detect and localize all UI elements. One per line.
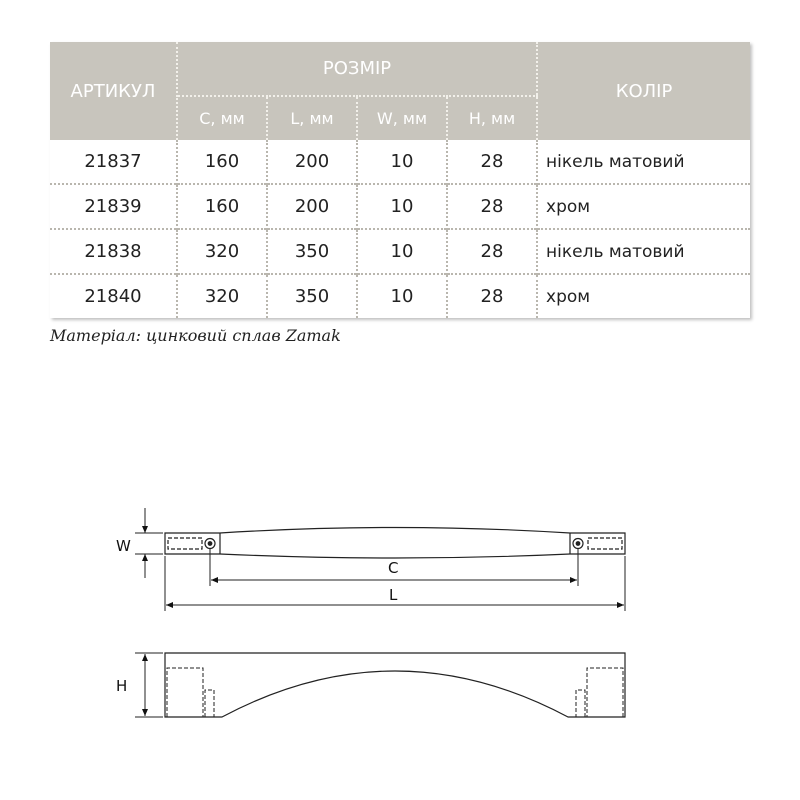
article-cell: 21839 <box>50 184 177 229</box>
table-row <box>50 184 750 229</box>
side-view <box>165 653 625 717</box>
table-row <box>50 274 750 318</box>
w-cell: 10 <box>357 140 447 184</box>
article-cell: 21837 <box>50 140 177 184</box>
article-header: АРТИКУЛ <box>50 42 177 140</box>
w-cell: 10 <box>357 184 447 229</box>
h-cell: 28 <box>447 274 537 318</box>
color-cell: нікель матовий <box>537 229 750 274</box>
c-label: C <box>388 559 399 577</box>
material-note: Матеріал: цинковий сплав Zamak <box>50 326 341 345</box>
size-header: РОЗМІР <box>177 42 537 96</box>
color-cell: нікель матовий <box>537 140 750 184</box>
color-cell: хром <box>537 184 750 229</box>
l-cell: 200 <box>267 140 357 184</box>
table-row <box>50 229 750 274</box>
handle-side-outline <box>165 653 625 717</box>
right-slot <box>588 538 622 549</box>
w-cell: 10 <box>357 229 447 274</box>
article-cell: 21840 <box>50 274 177 318</box>
c-cell: 320 <box>177 229 267 274</box>
color-cell: хром <box>537 274 750 318</box>
w-label: W <box>116 537 131 555</box>
c-cell: 160 <box>177 184 267 229</box>
w-cell: 10 <box>357 274 447 318</box>
left-slot <box>168 538 202 549</box>
sub-header-c: C, мм <box>177 96 267 140</box>
l-cell: 350 <box>267 274 357 318</box>
article-cell: 21838 <box>50 229 177 274</box>
h-cell: 28 <box>447 184 537 229</box>
l-cell: 200 <box>267 184 357 229</box>
h-dimension <box>135 653 163 717</box>
l-label: L <box>389 586 398 604</box>
spec-table <box>50 42 750 318</box>
sub-header-l: L, мм <box>267 96 357 140</box>
handle-top-outline <box>165 528 625 559</box>
h-cell: 28 <box>447 140 537 184</box>
sub-header-w: W, мм <box>357 96 447 140</box>
w-dimension <box>135 508 163 578</box>
c-cell: 160 <box>177 140 267 184</box>
color-header: КОЛІР <box>537 42 750 140</box>
h-cell: 28 <box>447 229 537 274</box>
c-cell: 320 <box>177 274 267 318</box>
h-label: H <box>116 677 128 695</box>
table-row <box>50 140 750 184</box>
sub-header-h: H, мм <box>447 96 537 140</box>
top-view <box>165 528 625 559</box>
technical-drawing <box>0 490 800 730</box>
l-cell: 350 <box>267 229 357 274</box>
